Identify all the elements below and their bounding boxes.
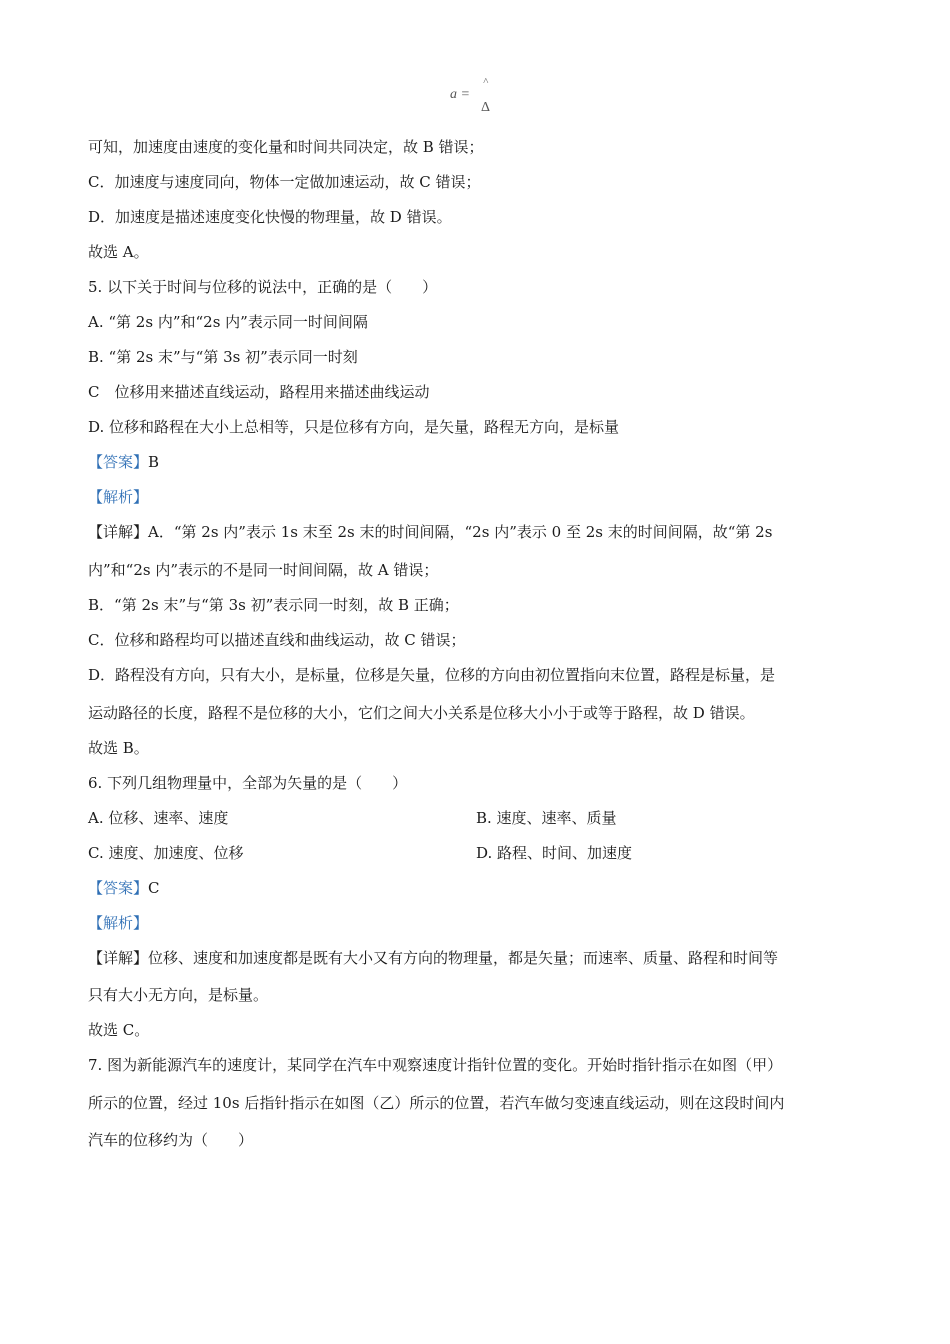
q7-stem-line: 所示的位置，经过 10s 后指针指示在如图（乙）所示的位置，若汽车做匀变速直线运动，则在这段时间内: [88, 1094, 785, 1112]
detail-tag: 【详解】: [88, 523, 149, 541]
q5-option-c: C 位移用来描述直线运动，路程用来描述曲线运动: [88, 383, 430, 401]
q6-conclusion: 故选 C。: [88, 1021, 150, 1039]
q5-analysis-tag: 【解析】: [88, 488, 149, 506]
q5-option-b: B. “第 2s 末”与“第 3s 初”表示同一时刻: [88, 348, 358, 366]
q5-answer: [88, 452, 159, 472]
q6-option-b: B. 速度、速率、质量: [476, 809, 617, 827]
q5-detail-line: B．“第 2s 末”与“第 3s 初”表示同一时刻，故 B 正确；: [88, 596, 459, 614]
q4-explanation-line: C．加速度与速度同向，物体一定做加速运动，故 C 错误；: [88, 173, 481, 191]
q6-analysis-tag: 【解析】: [88, 914, 149, 932]
q5-option-a: A. “第 2s 内”和“2s 内”表示同一时间间隔: [88, 313, 368, 331]
q5-stem: 5. 以下关于时间与位移的说法中，正确的是（ ）: [88, 278, 438, 296]
formula-numerator: ˄: [483, 76, 489, 87]
q5-conclusion: 故选 B。: [88, 739, 149, 757]
answer-tag: 【答案】: [88, 453, 149, 471]
q7-stem-line: 汽车的位移约为（ ）: [88, 1131, 254, 1149]
detail-tag: 【详解】: [88, 949, 149, 967]
q5-option-d: D. 位移和路程在大小上总相等，只是位移有方向，是矢量，路程无方向，是标量: [88, 418, 620, 436]
detail-text: 位移、速度和加速度都是既有大小又有方向的物理量，都是矢量；而速率、质量、路程和时间等: [148, 949, 779, 967]
q4-explanation-line: D．加速度是描述速度变化快慢的物理量，故 D 错误。: [88, 208, 452, 226]
q6-detail-line: 只有大小无方向，是标量。: [88, 986, 269, 1004]
answer-value: B: [148, 453, 160, 471]
formula-lhs: a =: [450, 87, 470, 102]
q4-explanation-line: 可知，加速度由速度的变化量和时间共同决定，故 B 错误；: [88, 138, 484, 156]
acceleration-formula: [450, 78, 510, 122]
answer-tag: 【答案】: [88, 879, 149, 897]
detail-text: A．“第 2s 内”表示 1s 末至 2s 末的时间间隔，“2s 内”表示 0 至 2s 末的时间间隔，故“第 2s: [148, 523, 773, 541]
q5-detail-line: 运动路径的长度，路程不是位移的大小，它们之间大小关系是位移大小小于或等于路程，故 D 错误。: [88, 704, 755, 722]
q5-detail-line: 内”和“2s 内”表示的不是同一时间间隔，故 A 错误；: [88, 561, 439, 579]
q6-stem: 6. 下列几组物理量中，全部为矢量的是（ ）: [88, 774, 408, 792]
q4-conclusion: 故选 A。: [88, 243, 149, 261]
q5-detail-line: [88, 522, 772, 542]
answer-value: C: [148, 879, 160, 897]
q5-detail-line: C．位移和路程均可以描述直线和曲线运动，故 C 错误；: [88, 631, 466, 649]
formula-denominator: Δ: [481, 100, 491, 115]
q6-option-d: D. 路程、时间、加速度: [476, 844, 633, 862]
q6-option-a: A. 位移、速率、速度: [88, 809, 229, 827]
q5-detail-line: D．路程没有方向，只有大小，是标量，位移是矢量，位移的方向由初位置指向末位置，路程是标量，是: [88, 666, 776, 684]
q6-detail-line: [88, 948, 778, 968]
q7-stem-line: 7. 图为新能源汽车的速度计，某同学在汽车中观察速度计指针位置的变化。开始时指针指示在如图（甲）: [88, 1056, 783, 1074]
q6-option-c: C. 速度、加速度、位移: [88, 844, 244, 862]
q6-answer: [88, 878, 160, 898]
